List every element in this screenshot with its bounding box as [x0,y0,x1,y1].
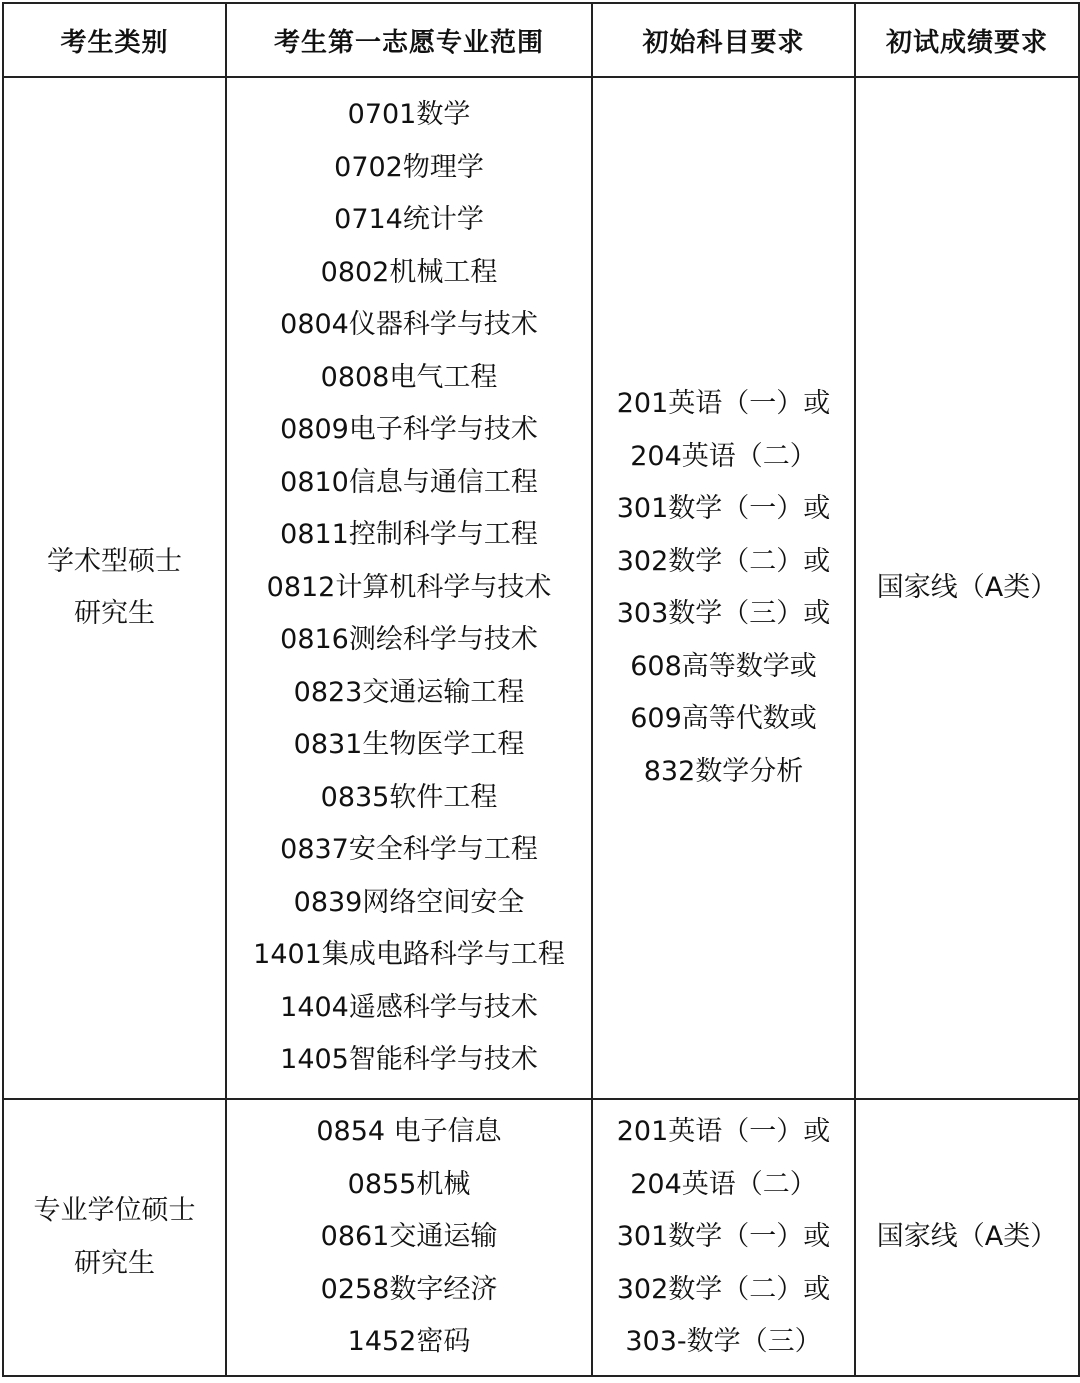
subject-item: 204英语（二） [630,440,817,472]
header-major-scope: 考生第一志愿专业范围 [226,3,592,77]
header-category: 考生类别 [3,3,226,77]
major-item: 0839网络空间安全 [293,886,525,918]
subject-item: 609高等代数或 [630,703,817,734]
cell-majors-academic [226,77,592,1099]
major-item: 1404遥感科学与技术 [280,991,538,1023]
subject-item: 301数学（一）或 [616,1221,831,1253]
major-item: 0802机械工程 [320,256,498,288]
score-requirement: 国家线（A类） [876,1221,1058,1253]
score-requirement: 国家线（A类） [876,571,1058,603]
category-line: 专业学位硕士 [33,1195,196,1226]
major-item: 0835软件工程 [320,781,498,813]
cell-category-professional [3,1099,226,1376]
cell-score-academic [855,77,1079,1099]
admission-requirements-table [2,2,1080,1377]
table-row-academic-master [3,77,1079,1099]
major-item: 0702物理学 [334,151,484,183]
major-item: 0810信息与通信工程 [280,466,538,498]
major-item: 0816测绘科学与技术 [280,624,538,656]
cell-subjects-academic [592,77,855,1099]
major-item: 0854 电子信息 [316,1116,502,1148]
cell-category-academic [3,77,226,1099]
major-item: 0837安全科学与工程 [280,834,538,866]
subject-item: 201英语（一）或 [616,1116,831,1148]
header-score-requirement: 初试成绩要求 [855,3,1079,77]
major-item: 1405智能科学与技术 [280,1044,538,1076]
category-line: 研究生 [74,1247,155,1279]
major-item: 0823交通运输工程 [293,676,525,708]
subject-item: 301数学（一）或 [616,493,831,524]
subject-item: 302数学（二）或 [616,545,831,577]
cell-subjects-professional [592,1099,855,1376]
major-item: 0701数学 [347,99,471,131]
subject-item: 303-数学（三） [625,1326,822,1358]
major-item: 0808电气工程 [320,361,498,393]
major-item: 0258数字经济 [320,1273,498,1305]
major-item: 0855机械 [347,1168,471,1200]
major-item: 1401集成电路科学与工程 [253,939,565,971]
major-item: 0831生物医学工程 [293,729,525,761]
category-line: 学术型硕士 [47,545,182,577]
subject-item: 608高等数学或 [630,650,817,682]
major-item: 0809电子科学与技术 [280,414,538,446]
subject-item: 201英语（一）或 [616,388,831,419]
cell-majors-professional [226,1099,592,1376]
header-subject-requirement: 初始科目要求 [592,3,855,77]
subject-item: 303数学（三）或 [616,598,831,629]
major-item: 0811控制科学与工程 [280,519,538,551]
subject-item: 832数学分析 [643,755,804,787]
major-item: 0812计算机科学与技术 [266,571,552,603]
major-item: 0804仪器科学与技术 [280,309,538,341]
major-item: 0861交通运输 [320,1221,498,1253]
table-header-row [3,3,1079,77]
subject-item: 204英语（二） [630,1168,817,1200]
category-line: 研究生 [74,598,155,629]
cell-score-professional [855,1099,1079,1376]
table-row-professional-master [3,1099,1079,1376]
subject-item: 302数学（二）或 [616,1273,831,1305]
major-item: 0714统计学 [334,204,484,236]
major-item: 1452密码 [347,1326,471,1358]
